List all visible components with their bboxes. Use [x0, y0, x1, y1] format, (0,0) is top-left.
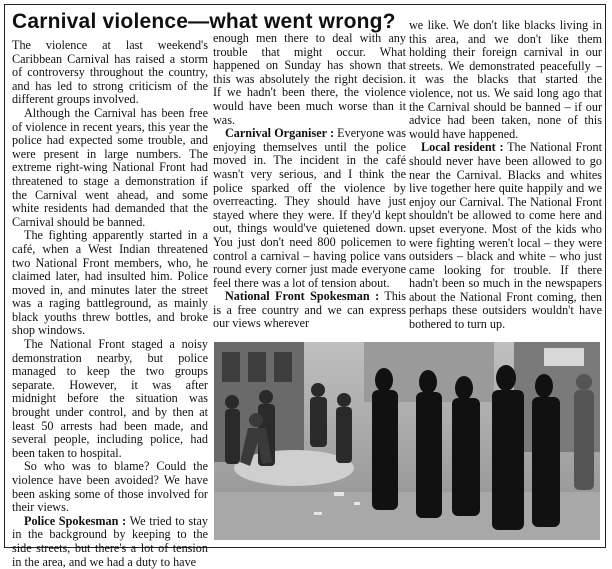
quote-text: Everyone was enjoying themselves until the police moved in. The incident in the café wasn't very serious, and I think the police sparked off the violence by overreacting. They should have just stayed where they were. If they'd kept out, things would've quietened down. You just don't need 800 policemen to control a carnival – having police vans round every corner just made everyone feel there was a lot of tension about.: [213, 126, 406, 290]
speaker-label: National Front Spokesman :: [225, 289, 380, 304]
paragraph: we like. We don't like blacks living in this area, and we don't like them holding their foreign carnival in our streets. We demonstrated peacefully – it was the blacks that started the violence, not us. We said long ago that the Carnival should be banned – if our advice had been taken, none of this would have happened.: [409, 18, 602, 141]
speaker-label: Local resident :: [421, 140, 504, 155]
speaker-label: Police Spokesman :: [24, 513, 127, 528]
quote-paragraph: [12, 515, 208, 569]
speaker-label: Carnival Organiser :: [225, 126, 335, 141]
quote-paragraph: [213, 290, 406, 331]
paragraph: The National Front staged a noisy demonstration nearby, but police managed to keep the two groups separate. However, it was after midnight before the situation was brought under control, and by then at least 50 arrests had been made, and several people, including police, had been taken to hospital.: [12, 337, 208, 460]
quote-text: The National Front should never have been allowed to go near the Carnival. Blacks and whites live together here quite happily and we enjoy our Carnival. The National Front shouldn't be allowed to come here and upset everyone. Most of the kids who were fighting weren't local – they were outsiders – black and white – who just came looking for trouble. If there hadn't been so much in the newspapers about the National Front coming, then perhaps these outsiders wouldn't have bothered to turn up.: [409, 140, 602, 332]
quote-paragraph: [409, 141, 602, 331]
paragraph: The violence at last weekend's Caribbean Carnival has raised a storm of controversy throughout the country, and has led to strong criticism of the different groups involved.: [12, 38, 208, 107]
news-photo: [214, 342, 600, 540]
article-headline: Carnival violence—what went wrong?: [12, 10, 396, 33]
quote-paragraph: [213, 127, 406, 290]
quote-text: We tried to stay in the background by keeping to the side streets, but there's a lot of tension in the area, and we had a duty to have: [12, 513, 208, 569]
paragraph: Although the Carnival has been free of violence in recent years, this year the police had expected some trouble, and were present in large numbers. The extreme right-wing National Front had threatened to stage a demonstration if the Carnival went ahead, and some white residents had demanded that the Carnival should be banned.: [12, 105, 208, 229]
quote-text: This is a free country and we can express our views wherever: [213, 289, 406, 331]
column-2: [213, 32, 406, 331]
paragraph: So who was to blame? Could the violence have been avoided? We have been asking some of those involved for their views.: [12, 459, 208, 515]
column-3: [409, 19, 602, 332]
column-1: [12, 39, 208, 569]
street-scene-illustration: [214, 342, 600, 540]
paragraph: The fighting apparently started in a café, when a West Indian threatened two National Front members, who, he claimed later, had insulted him. Police moved in, and minutes later the street was a raging battleground, as mainly black youths threw bottles, and broke shop windows.: [12, 228, 208, 338]
paragraph: enough men there to deal with any trouble that might occur. What happened on Sunday has shown that this was absolutely the right decision. If we hadn't been there, the violence would have been much worse than it was.: [213, 31, 406, 127]
